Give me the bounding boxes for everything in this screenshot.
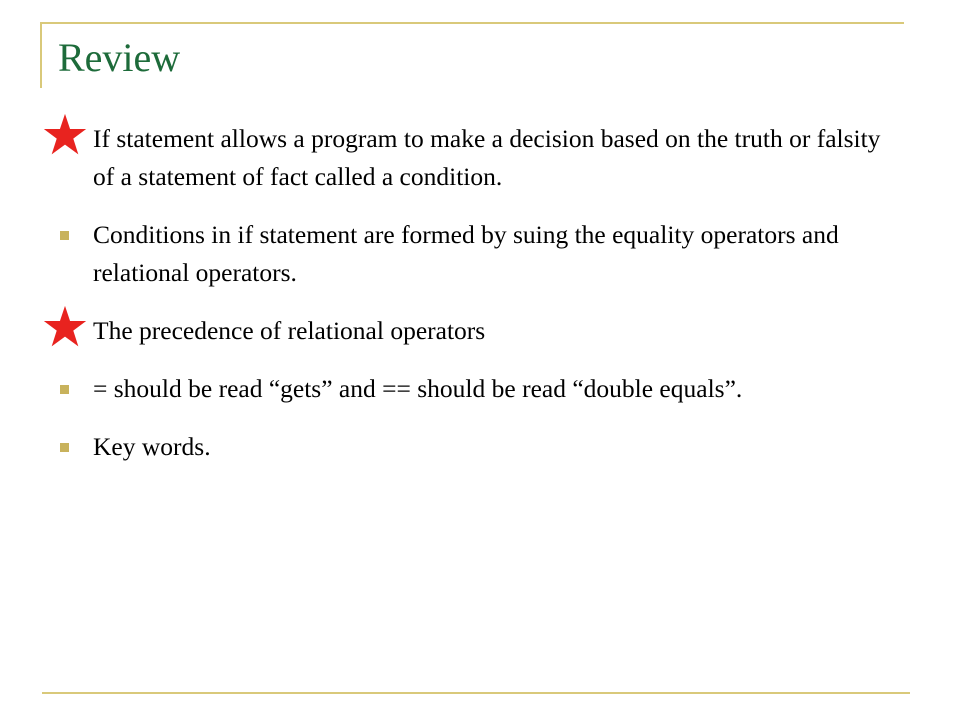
- star-icon: [42, 304, 88, 350]
- bullet-item: [58, 120, 908, 196]
- bullet-text: If statement allows a program to make a decision based on the truth or falsity of a statement of fact called a condition.: [93, 124, 881, 191]
- bullet-item: [58, 370, 908, 408]
- square-bullet-icon: [60, 231, 69, 240]
- frame-top-rule: [40, 22, 904, 24]
- bullet-item: [58, 216, 908, 292]
- square-bullet-icon: [60, 385, 69, 394]
- bullet-text: = should be read “gets” and == should be read “double equals”.: [93, 374, 743, 403]
- bullet-text: Key words.: [93, 432, 211, 461]
- frame-bottom-rule: [42, 692, 910, 694]
- bullet-text: Conditions in if statement are formed by suing the equality operators and relational operators.: [93, 220, 839, 287]
- frame-left-rule: [40, 22, 42, 88]
- bullet-item: [58, 428, 908, 466]
- slide-title: Review: [58, 35, 181, 80]
- bullet-text: The precedence of relational operators: [93, 316, 486, 345]
- bullet-item: [58, 312, 908, 350]
- bullet-list: [58, 120, 908, 486]
- square-bullet-icon: [60, 443, 69, 452]
- star-icon: [42, 112, 88, 158]
